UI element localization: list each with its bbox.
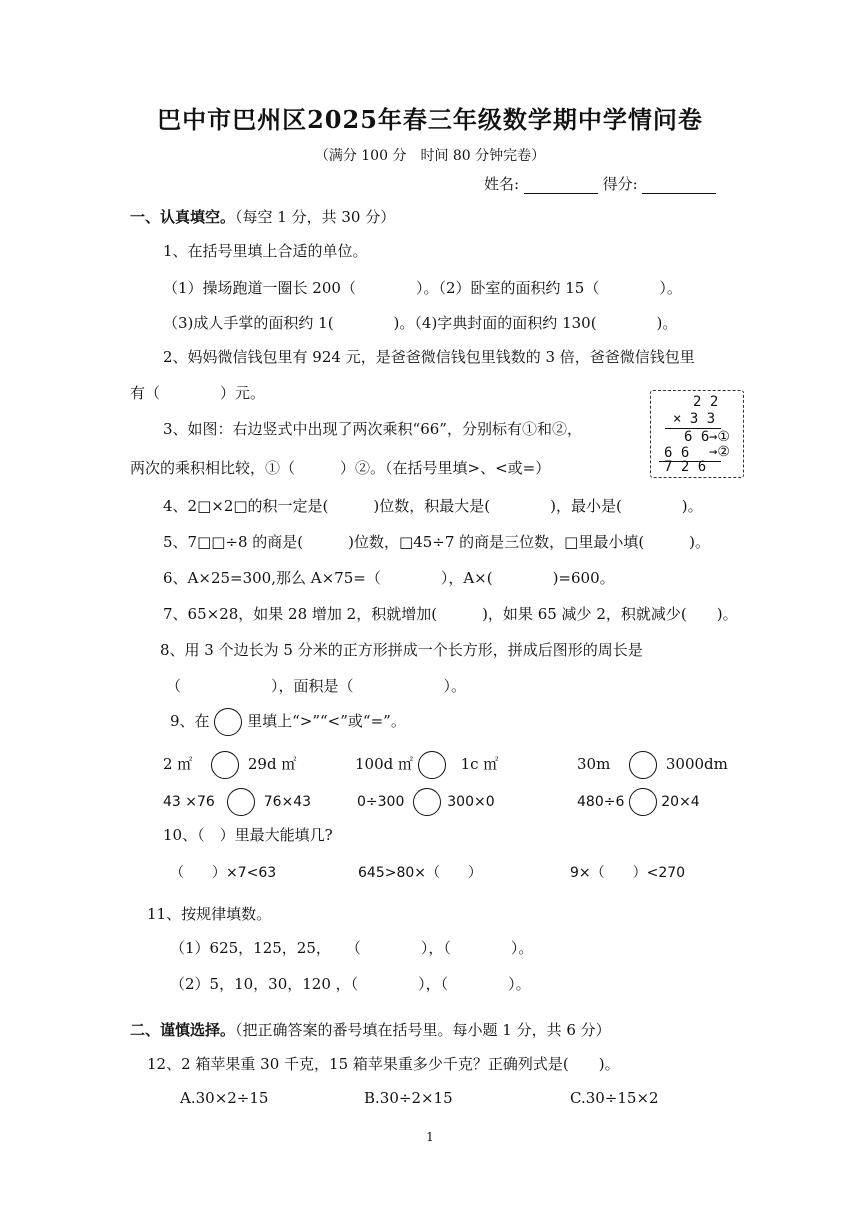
multiplication-figure [650,390,744,478]
score-label: 得分: [602,175,638,193]
q12-stem: 12、2 箱苹果重 30 千克，15 箱苹果重多少千克？正确列式是( )。 [147,1055,620,1073]
q9-item-3-left: 30m [577,755,611,773]
q1-stem: 1、在括号里填上合适的单位。 [163,242,368,260]
q4: 4、2□×2□的积一定是( )位数，积最大是( )，最小是( )。 [163,497,703,515]
section2-heading: 二、谨慎选择。 [130,1021,236,1039]
q10-a: （ ）×7<63 [170,865,277,881]
q9-item-6 [577,788,700,816]
q8-line2: （ ），面积是（ ）。 [166,677,467,695]
q11-a: （1）625，125，25， （ ），（ ）。 [170,939,534,957]
q9-item-1-left: 2 ㎡ [163,755,193,773]
q1-part-a: （1）操场跑道一圈长 200（ ）。（2）卧室的面积约 15（ ）。 [163,279,682,297]
q9-item-4 [163,788,311,816]
q1-part-b: （3)成人手掌的面积约 1( )。（4)字典封面的面积约 130( )。 [163,314,678,332]
q9-item-1-circle[interactable] [211,751,239,779]
q9-item-5-right: 300×0 [447,794,495,810]
q9-circle-example [214,708,242,736]
page-subtitle: （满分 100 分 时间 80 分钟完卷） [314,148,546,164]
q2-line2: 有（ ）元。 [130,384,266,402]
section1-note: （每空 1 分，共 30 分） [235,208,396,226]
q9-item-5 [357,788,495,816]
q9-item-6-left: 480÷6 [577,794,625,810]
q9-item-3-circle[interactable] [629,751,657,779]
q3-line2: 两次的乘积相比较，①（ ）②。（在括号里填>、<或=） [130,459,551,477]
q9-item-2-circle[interactable] [418,751,446,779]
name-label: 姓名: [484,175,520,193]
score-blank[interactable] [642,179,716,194]
section2-note: （把正确答案的番号填在括号里。每小题 1 分，共 6 分） [235,1021,611,1039]
q9-item-6-circle[interactable] [629,788,657,816]
q10-stem: 10、（ ）里最大能填几? [163,826,333,844]
section2-header [130,1019,611,1040]
q9-item-6-right: 20×4 [661,794,700,810]
name-blank[interactable] [524,179,598,194]
q8-line1: 8、用 3 个边长为 5 分米的正方形拼成一个长方形，拼成后图形的周长是 [160,641,643,659]
calc-row-partial-2: 6 6 [664,445,690,461]
q12-option-c[interactable]: C.30÷15×2 [570,1089,659,1107]
q9-item-4-circle[interactable] [227,788,255,816]
q9-item-4-right: 76×43 [263,794,312,810]
calc-mark-1: →① [709,429,730,445]
q9-stem [170,708,406,736]
q7: 7、65×28，如果 28 增加 2，积就增加( )，如果 65 减少 2，积就减少( )。 [163,605,738,623]
calc-row-product: 7 2 6 [664,459,707,475]
q9-stem-b: 里填上“>”“<”或“=”。 [247,712,406,730]
q6: 6、A×25=300,那么 A×75=（ ），A×( )=600。 [163,569,615,587]
section1-header [130,206,395,227]
q2-line1: 2、妈妈微信钱包里有 924 元，是爸爸微信钱包里钱数的 3 倍，爸爸微信钱包里 [163,348,695,366]
q10-c: 9×（ ）<270 [570,865,686,881]
section1-heading: 一、认真填空。 [130,208,236,226]
calc-row-partial-1: 6 6 [684,429,710,445]
q3-line1: 3、如图：右边竖式中出现了两次乘积“66”，分别标有①和②， [163,420,582,438]
q9-item-5-circle[interactable] [413,788,441,816]
page-number: 1 [426,1130,434,1144]
calc-mark-2: →② [709,444,730,460]
q9-item-2-left: 100d ㎡ [355,755,414,773]
q9-item-1 [163,751,296,779]
q10-b: 645>80×（ ） [358,865,482,881]
q9-item-3 [577,751,728,779]
q9-item-2 [355,751,498,779]
q12-option-a[interactable]: A.30×2÷15 [180,1089,269,1107]
q9-stem-a: 9、在 [170,712,210,730]
q9-item-4-left: 43 ×76 [163,794,215,810]
page-title: 巴中市巴州区2025年春三年级数学期中学情问卷 [157,105,703,134]
q9-item-1-right: 29d ㎡ [247,755,297,773]
q11-stem: 11、按规律填数。 [147,905,272,923]
calc-row-multiplier: × 3 3 [673,411,716,427]
q5: 5、7□□÷8 的商是( )位数，□45÷7 的商是三位数，□里最小填( )。 [163,533,711,551]
q9-item-3-right: 3000dm [665,755,728,773]
q12-option-b[interactable]: B.30÷2×15 [364,1089,453,1107]
q9-item-2-right: 1c ㎡ [460,755,499,773]
calc-row-multiplicand: 2 2 [693,394,719,410]
q11-b: （2）5，10，30，120 ，（ ），（ ）。 [170,975,531,993]
q9-item-5-left: 0÷300 [357,794,405,810]
name-score-line [484,173,716,194]
